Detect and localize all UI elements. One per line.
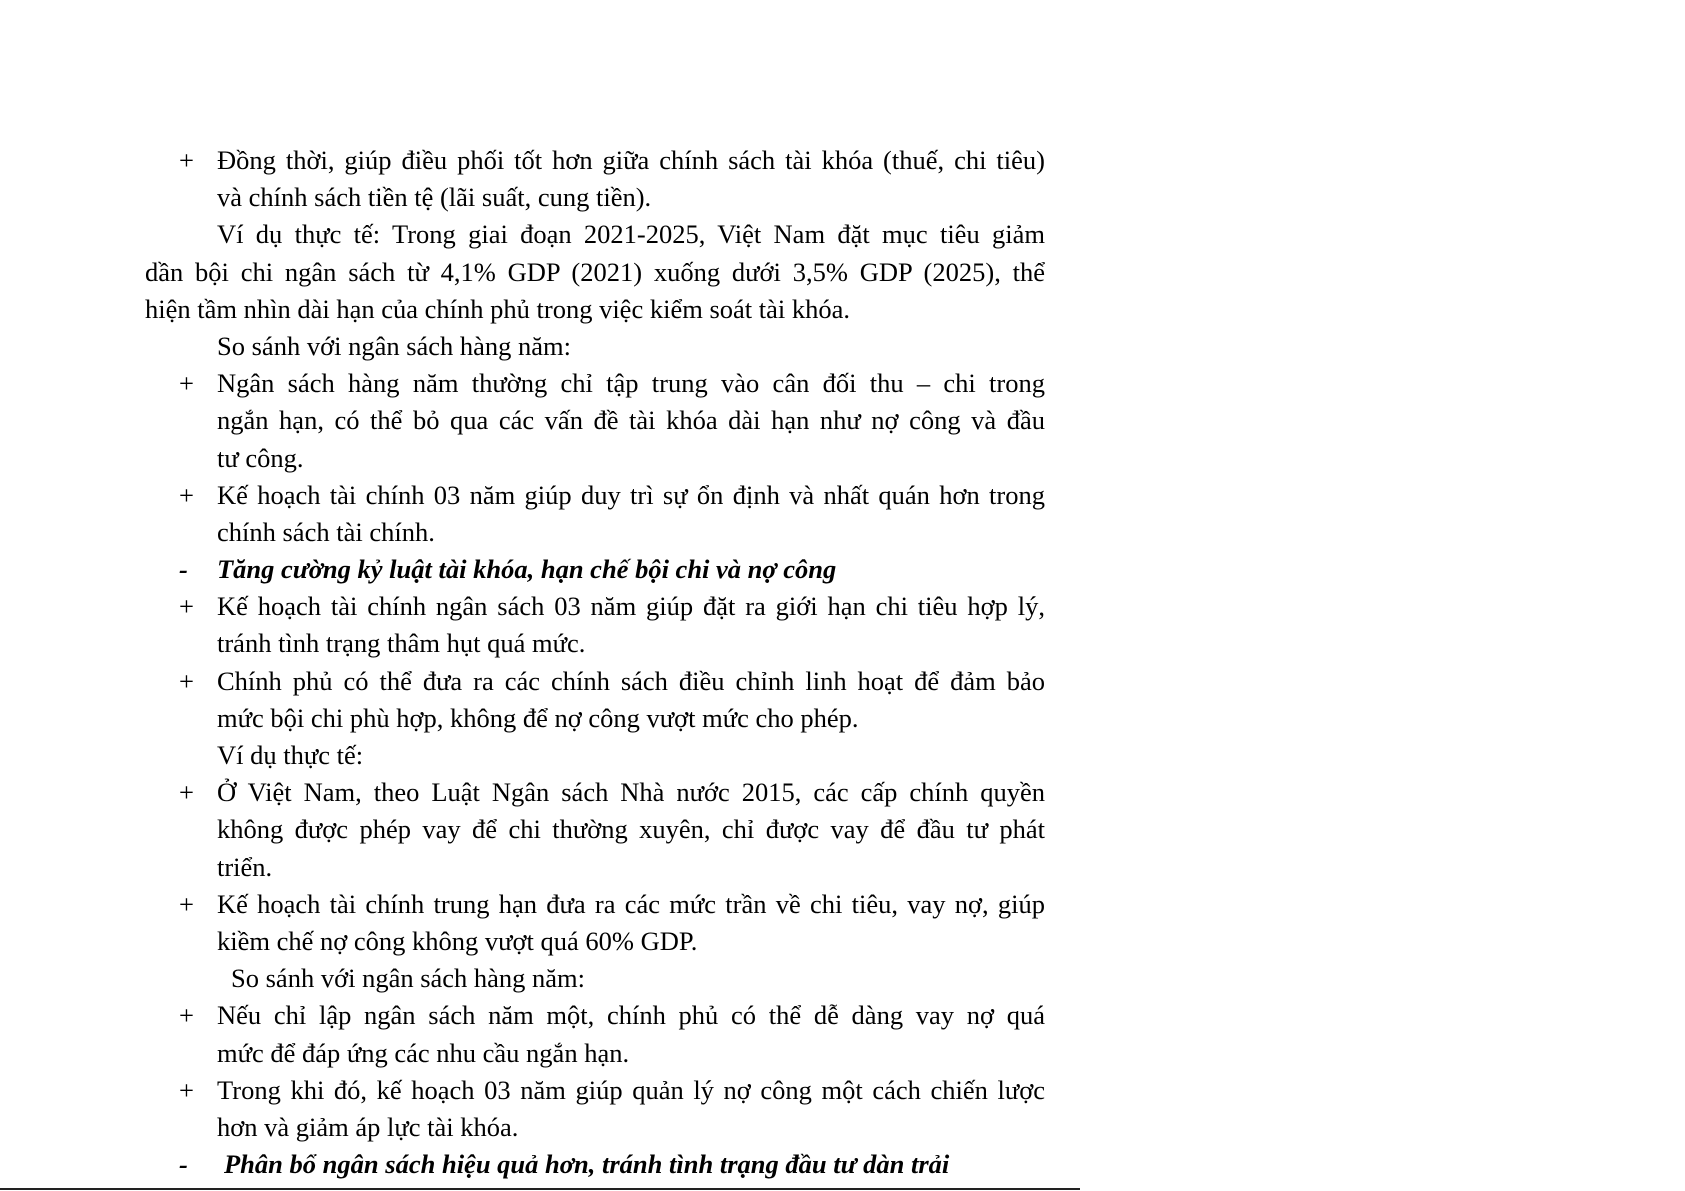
paragraph-text: tránh tình trạng thâm hụt quá mức. <box>217 628 586 659</box>
plus-bullet: + <box>179 591 194 622</box>
paragraph-text: So sánh với ngân sách hàng năm: <box>231 963 586 994</box>
paragraph-text: dần bội chi ngân sách từ 4,1% GDP (2021) xuống dưới 3,5% GDP (2025), thể <box>145 256 1045 287</box>
paragraph-text: mức bội chi phù hợp, không để nợ công vượt mức cho phép. <box>217 702 859 733</box>
continuation-line <box>145 1035 1045 1072</box>
paragraph-text: chính sách tài chính. <box>217 516 435 547</box>
continuation-line <box>145 402 1045 439</box>
paragraph-text: Ví dụ thực tế: <box>217 740 364 770</box>
plus-bullet: + <box>179 145 194 175</box>
paragraph-text: không được phép vay để chi thường xuyên, chỉ được vay để đầu tư phát <box>217 814 1045 845</box>
paragraph-text: Ở Việt Nam, theo Luật Ngân sách Nhà nước 2015, các cấp chính quyền <box>217 777 1045 808</box>
continuation-line <box>145 625 1045 662</box>
paragraph-text: mức để đáp ứng các nhu cầu ngắn hạn. <box>217 1037 630 1068</box>
paragraph-text: Kế hoạch tài chính ngân sách 03 năm giúp đặt ra giới hạn chi tiêu hợp lý, <box>217 591 1045 622</box>
plus-bullet: + <box>179 479 194 510</box>
plus-bullet: + <box>179 1074 194 1105</box>
paragraph-text: kiềm chế nợ công không vượt quá 60% GDP. <box>217 925 698 956</box>
bullet-line <box>145 663 1045 700</box>
continuation-line <box>145 514 1045 551</box>
bullet-line <box>145 365 1045 402</box>
paragraph-line <box>145 960 1045 997</box>
dash-bullet: - <box>179 554 188 585</box>
paragraph-text: ngắn hạn, có thể bỏ qua các vấn đề tài khóa dài hạn như nợ công và đầu <box>217 405 1045 436</box>
plus-bullet: + <box>179 777 194 808</box>
plus-bullet: + <box>179 368 194 399</box>
continuation-line <box>145 1109 1045 1146</box>
bullet-line <box>145 1072 1045 1109</box>
paragraph-text: và chính sách tiền tệ (lãi suất, cung tiền). <box>217 182 652 213</box>
document-body <box>145 142 1045 1183</box>
bullet-line <box>145 774 1045 811</box>
paragraph-text: Nếu chỉ lập ngân sách năm một, chính phủ có thể dễ dàng vay nợ quá <box>217 1000 1045 1031</box>
bullet-line <box>145 142 1045 179</box>
paragraph-line <box>145 254 1045 291</box>
paragraph-text: tư công. <box>217 442 304 473</box>
plus-bullet: + <box>179 665 194 696</box>
paragraph-line <box>145 737 1045 774</box>
bullet-line <box>145 477 1045 514</box>
paragraph-line <box>145 291 1045 328</box>
plus-bullet: + <box>179 888 194 919</box>
page-bottom-rule <box>0 1188 1080 1190</box>
bullet-line <box>145 588 1045 625</box>
continuation-line <box>145 440 1045 477</box>
paragraph-text: hiện tầm nhìn dài hạn của chính phủ trong việc kiểm soát tài khóa. <box>145 293 851 324</box>
paragraph-line <box>145 328 1045 365</box>
paragraph-text: Đồng thời, giúp điều phối tốt hơn giữa chính sách tài khóa (thuế, chi tiêu) <box>217 145 1045 175</box>
dash-bullet: - <box>179 1149 188 1180</box>
bullet-line <box>145 886 1045 923</box>
paragraph-text: Kế hoạch tài chính trung hạn đưa ra các mức trần về chi tiêu, vay nợ, giúp <box>217 888 1045 919</box>
paragraph-text: So sánh với ngân sách hàng năm: <box>217 330 572 361</box>
paragraph-text: Ví dụ thực tế: Trong giai đoạn 2021-2025, Việt Nam đặt mục tiêu giảm <box>217 219 1045 250</box>
section-heading-line <box>145 1146 1045 1183</box>
plus-bullet: + <box>179 1000 194 1031</box>
paragraph-text: Kế hoạch tài chính 03 năm giúp duy trì sự ổn định và nhất quán hơn trong <box>217 479 1045 510</box>
continuation-line <box>145 700 1045 737</box>
continuation-line <box>145 923 1045 960</box>
continuation-line <box>145 849 1045 886</box>
paragraph-text: hơn và giảm áp lực tài khóa. <box>217 1111 519 1142</box>
bullet-line <box>145 997 1045 1034</box>
continuation-line <box>145 811 1045 848</box>
paragraph-text: triển. <box>217 851 273 882</box>
section-heading: Phân bổ ngân sách hiệu quả hơn, tránh tình trạng đầu tư dàn trải <box>224 1149 950 1180</box>
section-heading: Tăng cường kỷ luật tài khóa, hạn chế bội chi và nợ công <box>217 554 837 585</box>
section-heading-line <box>145 551 1045 588</box>
paragraph-text: Ngân sách hàng năm thường chỉ tập trung vào cân đối thu – chi trong <box>217 368 1045 399</box>
continuation-line <box>145 179 1045 216</box>
paragraph-text: Trong khi đó, kế hoạch 03 năm giúp quản lý nợ công một cách chiến lược <box>217 1074 1045 1105</box>
paragraph-text: Chính phủ có thể đưa ra các chính sách điều chỉnh linh hoạt để đảm bảo <box>217 665 1045 696</box>
paragraph-line <box>145 216 1045 253</box>
